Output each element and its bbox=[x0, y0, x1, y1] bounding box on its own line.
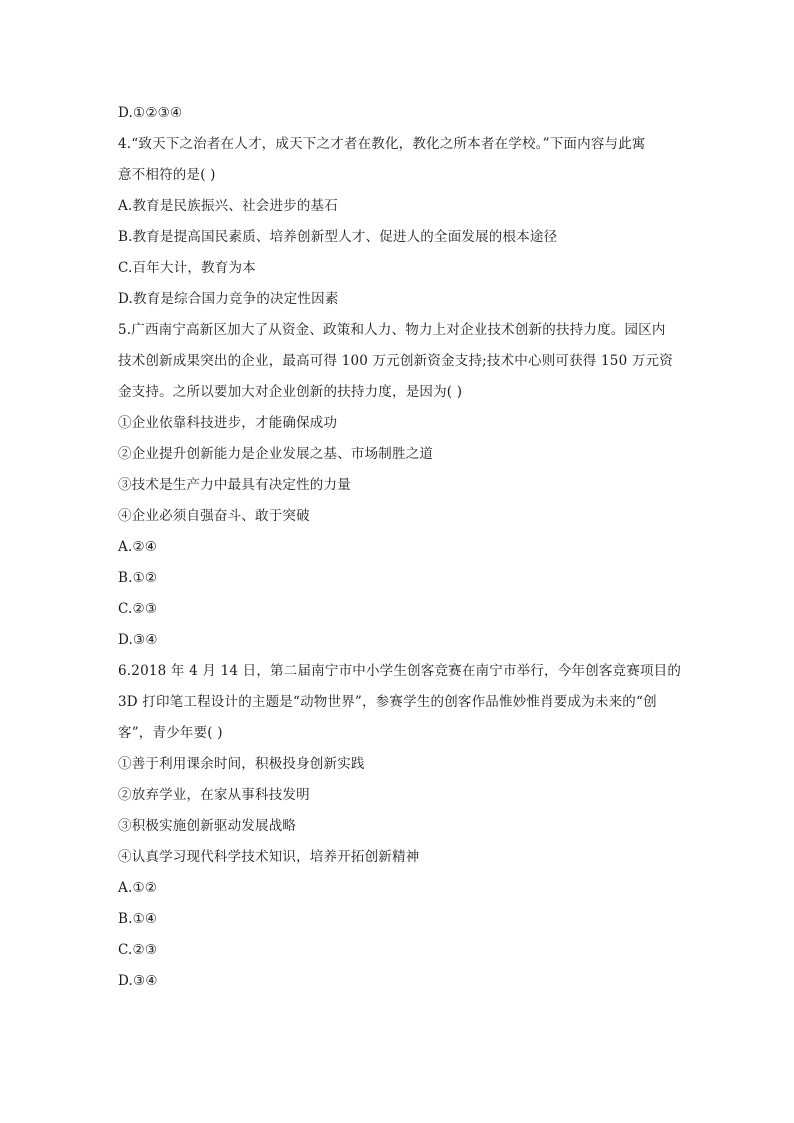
question-6-option-a: A.①② bbox=[118, 880, 158, 896]
question-5-option-a: A.②④ bbox=[118, 539, 158, 555]
question-5-stem-line-2: 技术创新成果突出的企业，最高可得 100 万元创新资金支持;技术中心则可获得 150 万元资 bbox=[118, 353, 673, 369]
question-6-option-d: D.③④ bbox=[118, 973, 158, 989]
question-6-stem-line-1: 6.2018 年 4 月 14 日，第二届南宁市中小学生创客竞赛在南宁市举行，今年创客竞赛项目的 bbox=[118, 663, 682, 679]
question-6-statement-4: ④认真学习现代科学技术知识，培养开拓创新精神 bbox=[118, 849, 420, 865]
question-4-option-b: B.教育是提高国民素质、培养创新型人才、促进人的全面发展的根本途径 bbox=[118, 229, 558, 245]
question-6-statement-2: ②放弃学业，在家从事科技发明 bbox=[118, 787, 310, 803]
question-5-statement-4: ④企业必须自强奋斗、敢于突破 bbox=[118, 508, 310, 524]
question-4-option-c: C.百年大计，教育为本 bbox=[118, 260, 256, 276]
question-5-stem-line-1: 5.广西南宁高新区加大了从资金、政策和人力、物力上对企业技术创新的扶持力度。园区内 bbox=[118, 322, 666, 338]
question-6-option-b: B.①④ bbox=[118, 911, 158, 927]
question-5-option-c: C.②③ bbox=[118, 601, 158, 617]
question-4-option-d: D.教育是综合国力竞争的决定性因素 bbox=[118, 291, 339, 307]
question-6-stem-line-2: 3D 打印笔工程设计的主题是“动物世界”，参赛学生的创客作品惟妙惟肖要成为未来的“创 bbox=[118, 694, 657, 710]
question-5-statement-3: ③技术是生产力中最具有决定性的力量 bbox=[118, 477, 351, 493]
document-page bbox=[118, 98, 682, 997]
question-4-stem-line-2: 意不相符的是( ) bbox=[118, 167, 216, 183]
question-6-statement-1: ①善于利用课余时间，积极投身创新实践 bbox=[118, 756, 365, 772]
question-6-statement-3: ③积极实施创新驱动发展战略 bbox=[118, 818, 297, 834]
question-5-stem-line-3: 金支持。之所以要加大对企业创新的扶持力度，是因为( ) bbox=[118, 384, 463, 400]
option-d-q3: D.①②③④ bbox=[118, 105, 183, 121]
question-5-option-b: B.①② bbox=[118, 570, 158, 586]
question-4-option-a: A.教育是民族振兴、社会进步的基石 bbox=[118, 198, 338, 214]
question-5-statement-2: ②企业提升创新能力是企业发展之基、市场制胜之道 bbox=[118, 446, 434, 462]
question-6-option-c: C.②③ bbox=[118, 942, 158, 958]
question-5-option-d: D.③④ bbox=[118, 632, 158, 648]
question-6-stem-line-3: 客”，青少年要( ) bbox=[118, 725, 223, 741]
question-5-statement-1: ①企业依靠科技进步，才能确保成功 bbox=[118, 415, 338, 431]
question-4-stem-line-1: 4.“致天下之治者在人才，成天下之才者在教化，教化之所本者在学校。”下面内容与此寓 bbox=[118, 136, 646, 152]
